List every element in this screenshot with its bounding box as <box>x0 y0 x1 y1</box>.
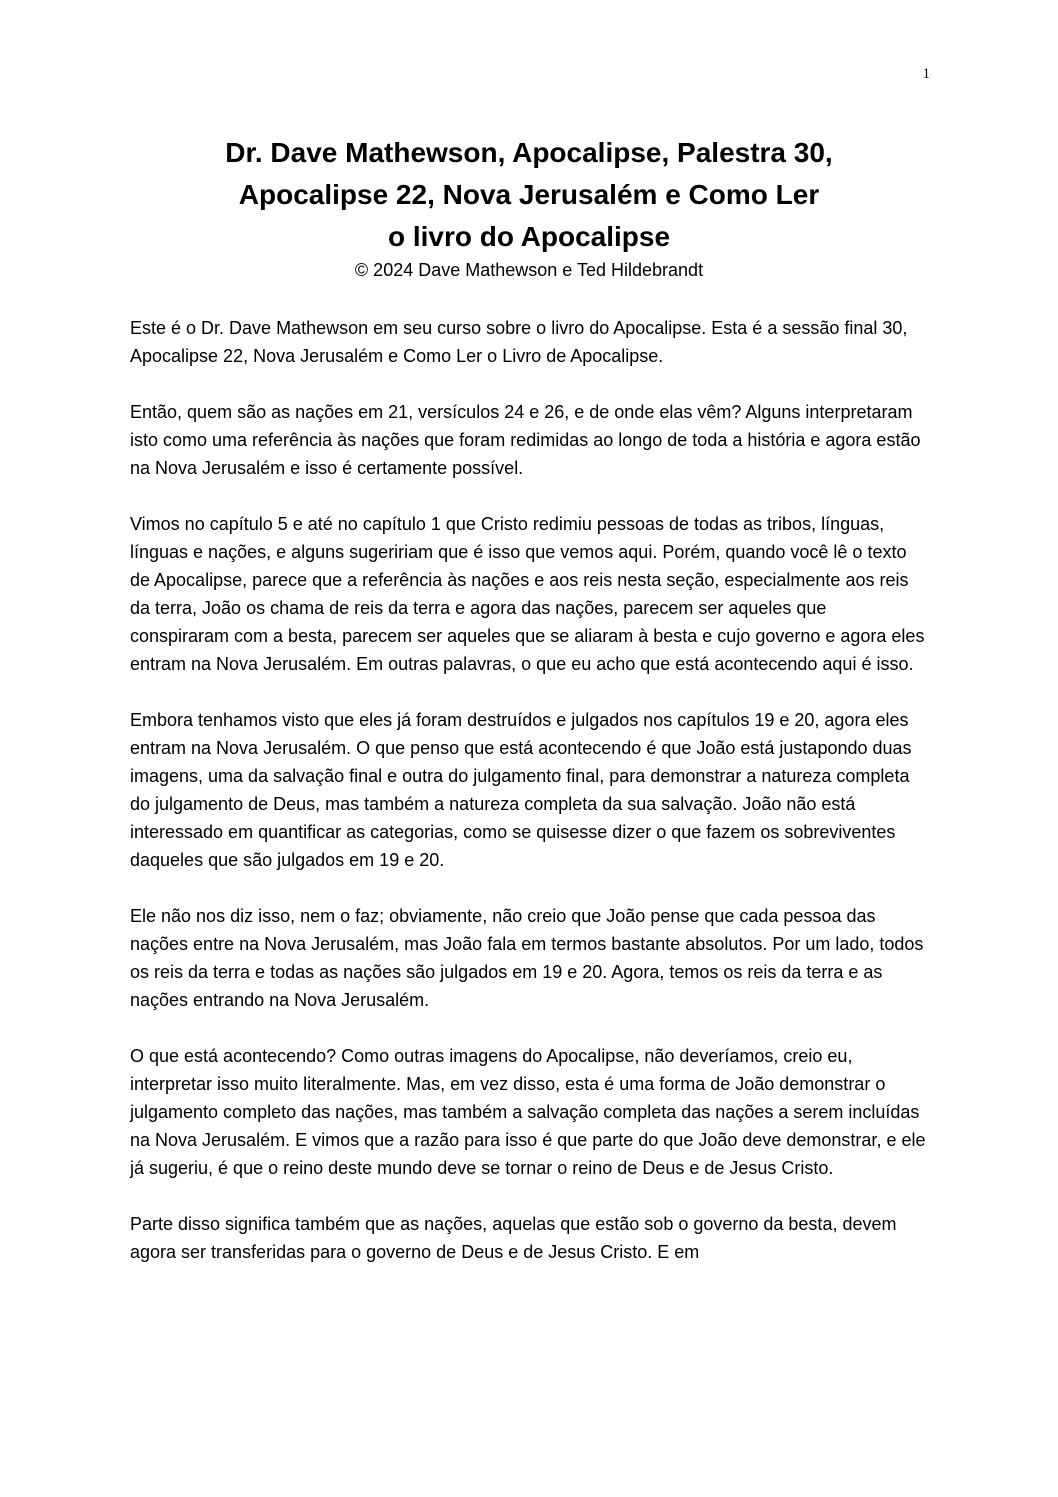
paragraph-6: O que está acontecendo? Como outras imagens do Apocalipse, não deveríamos, creio eu, interpretar isso muito literalmente. Mas, em vez disso, esta é uma forma de João demonstrar o julgamento completo das nações, mas também a salvação completa das nações a serem incluídas na Nova Jerusalém. E vimos que a razão para isso é que parte do que João deve demonstrar, e ele já sugeriu, é que o reino deste mundo deve se tornar o reino de Deus e de Jesus Cristo. <box>130 1046 926 1178</box>
title-line-3: o livro do Apocalipse <box>387 221 671 252</box>
copyright-line: © 2024 Dave Mathewson e Ted Hildebrandt <box>354 260 704 280</box>
paragraph-2: Então, quem são as nações em 21, versículos 24 e 26, e de onde elas vêm? Alguns interpretaram isto como uma referência às nações que foram redimidas ao longo de toda a história e agora estão na Nova Jerusalém e isso é certamente possível. <box>130 402 921 478</box>
paragraph-5: Ele não nos diz isso, nem o faz; obviamente, não creio que João pense que cada pessoa das nações entre na Nova Jerusalém, mas João fala em termos bastante absolutos. Por um lado, todos os reis da terra e todas as nações são julgados em 19 e 20. Agora, temos os reis da terra e as nações entrando na Nova Jerusalém. <box>130 906 924 1010</box>
page-number: 1 <box>922 66 930 82</box>
paragraph-4: Embora tenhamos visto que eles já foram destruídos e julgados nos capítulos 19 e 20, agora eles entram na Nova Jerusalém. O que penso que está acontecendo é que João está justapondo duas imagens, uma da salvação final e outra do julgamento final, para demonstrar a natureza completa do julgamento de Deus, mas também a natureza completa da sua salvação. João não está interessado em quantificar as categorias, como se quisesse dizer o que fazem os sobreviventes daqueles que são julgados em 19 e 20. <box>130 710 912 870</box>
paragraph-3: Vimos no capítulo 5 e até no capítulo 1 que Cristo redimiu pessoas de todas as tribos, línguas, línguas e nações, e alguns sugeririam que é isso que vemos aqui. Porém, quando você lê o texto de Apocalipse, parece que a referência às nações e aos reis nesta seção, especialmente aos reis da terra, João os chama de reis da terra e agora das nações, parecem ser aqueles que conspiraram com a besta, parecem ser aqueles que se aliaram à besta e cujo governo e agora eles entram na Nova Jerusalém. Em outras palavras, o que eu acho que está acontecendo aqui é isso. <box>130 514 925 674</box>
title-line-2: Apocalipse 22, Nova Jerusalém e Como Ler <box>238 179 820 210</box>
title-line-1: Dr. Dave Mathewson, Apocalipse, Palestra 30, <box>225 137 833 168</box>
document-header <box>100 132 958 282</box>
paragraph-7: Parte disso significa também que as nações, aquelas que estão sob o governo da besta, devem agora ser transferidas para o governo de Deus e de Jesus Cristo. E em <box>130 1214 897 1262</box>
paragraph-1: Este é o Dr. Dave Mathewson em seu curso sobre o livro do Apocalipse. Esta é a sessão final 30, Apocalipse 22, Nova Jerusalém e Como Ler o Livro de Apocalipse. <box>130 318 908 366</box>
document-body <box>130 314 930 1294</box>
